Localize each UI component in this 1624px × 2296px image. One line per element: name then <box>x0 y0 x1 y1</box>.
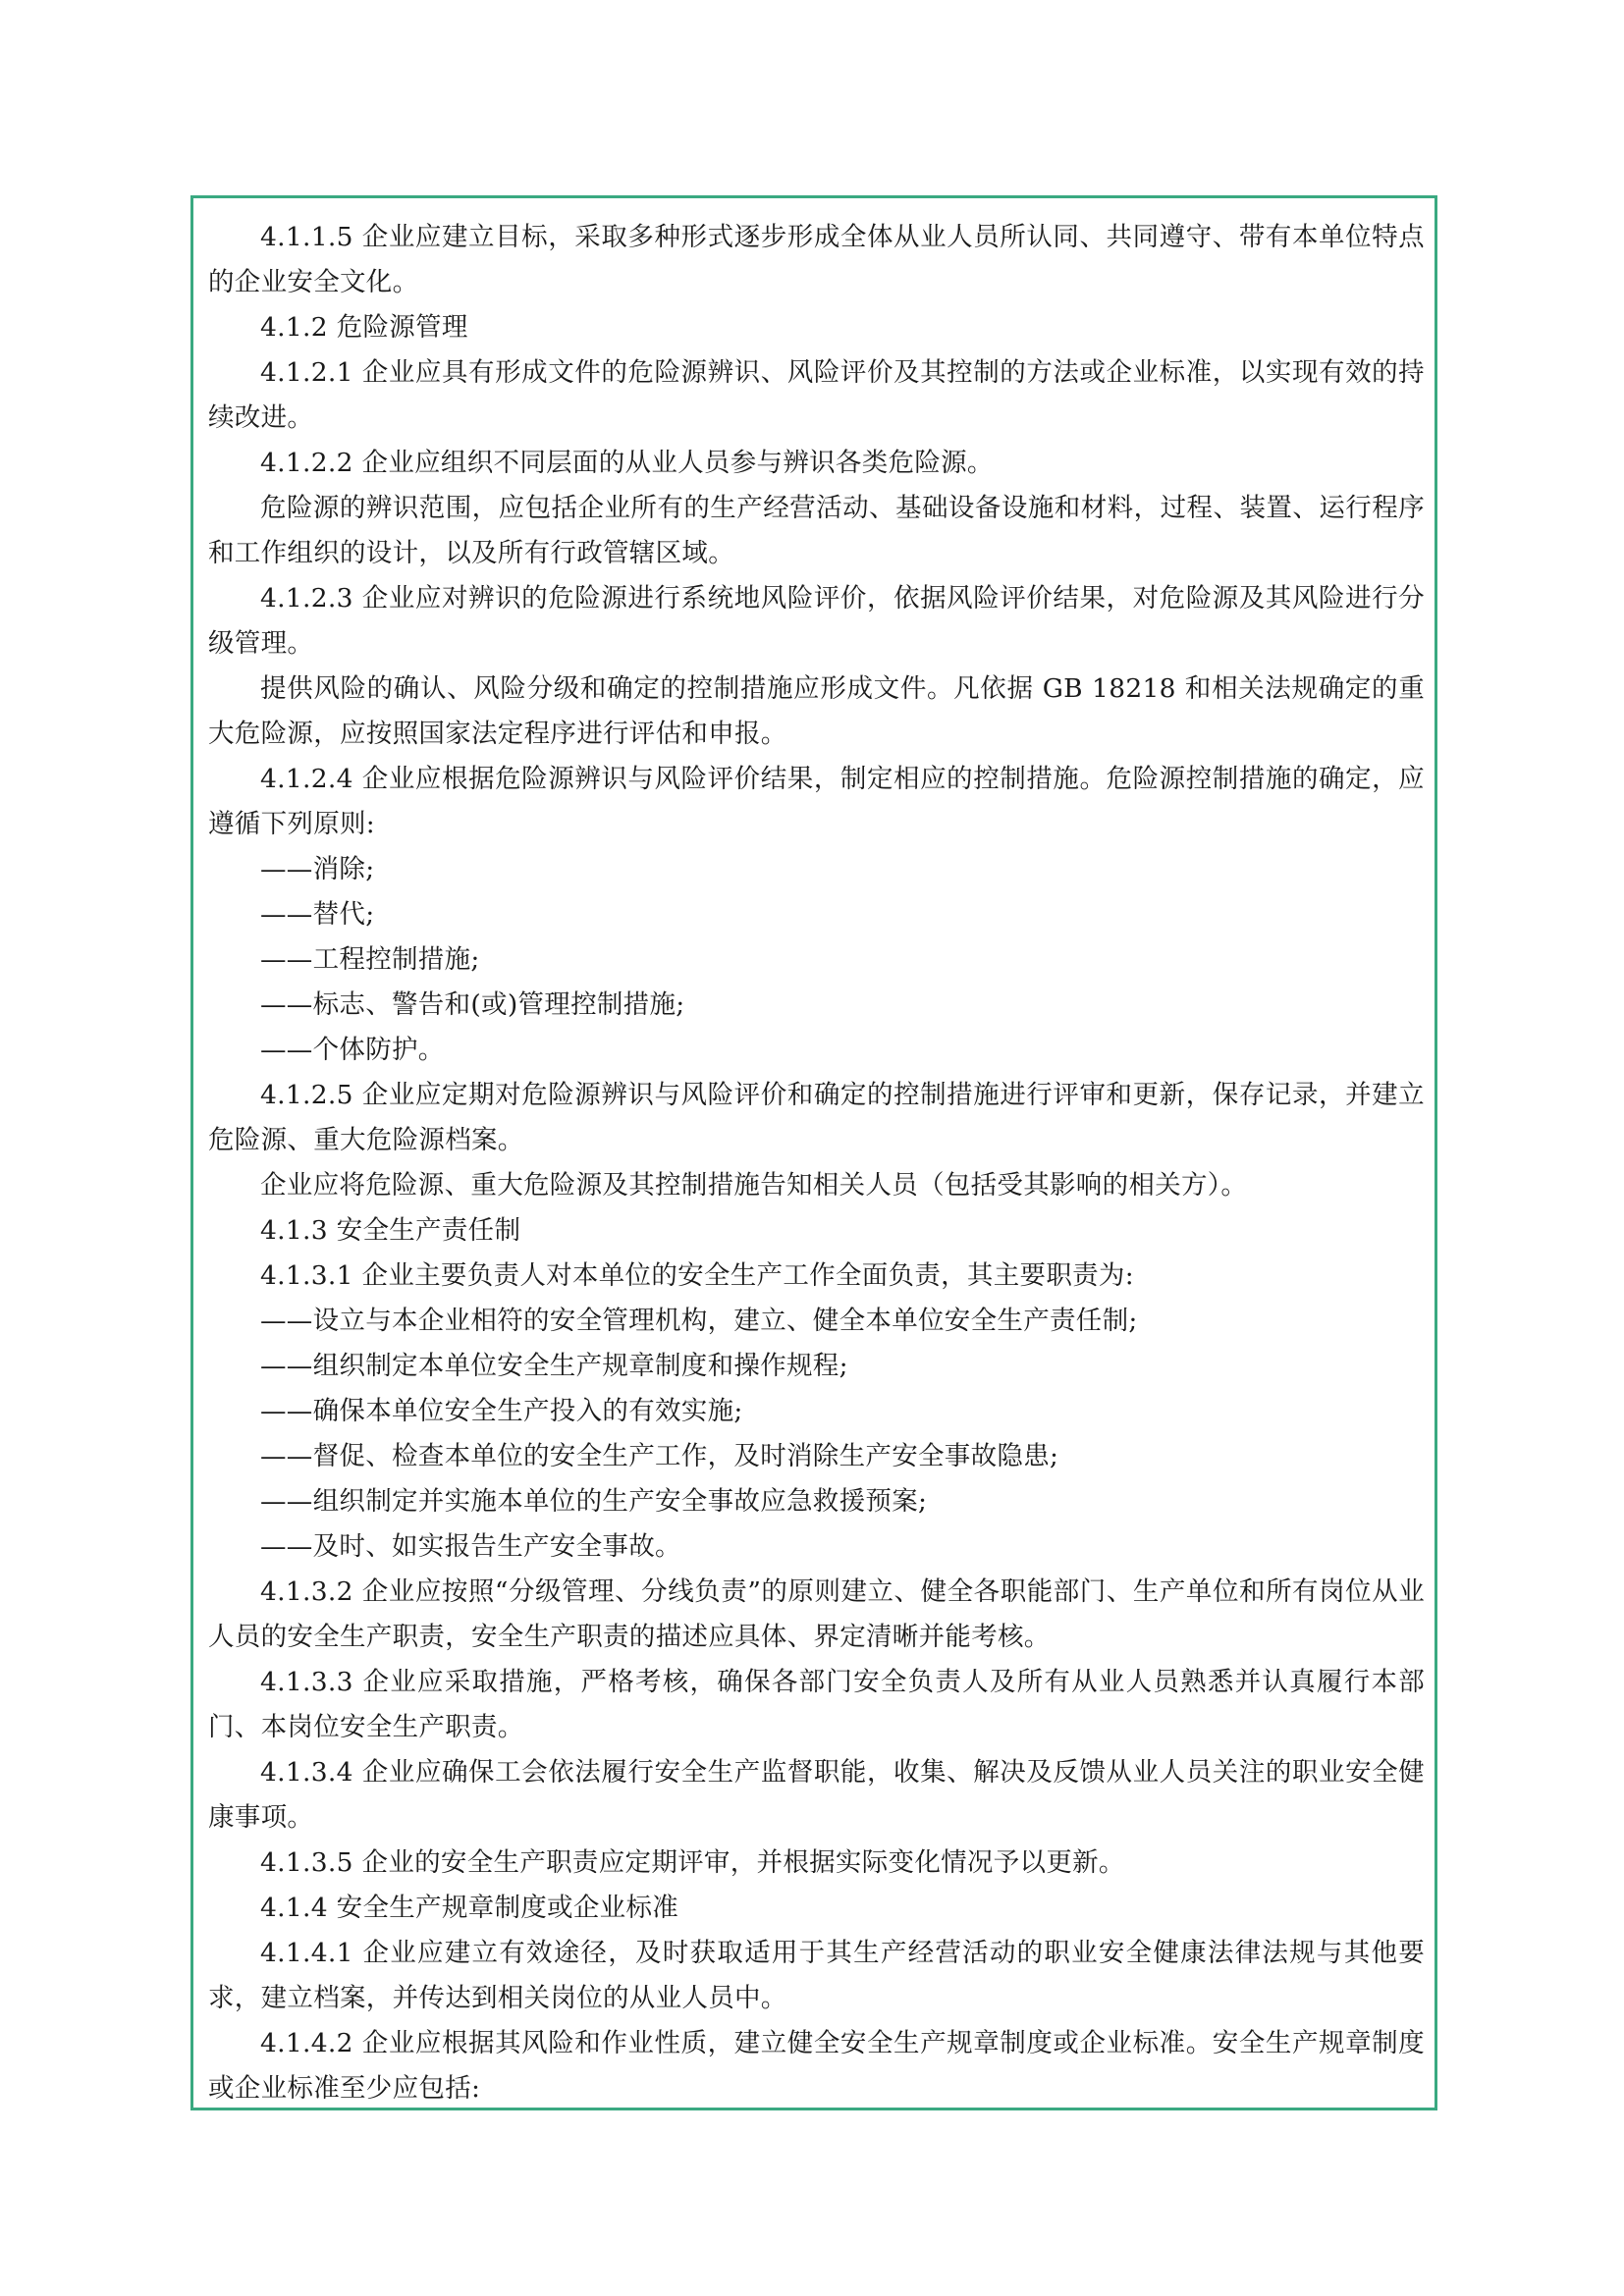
paragraph: 危险源的辨识范围，应包括企业所有的生产经营活动、基础设备设施和材料，过程、装置、运行程序和工作组织的设计，以及所有行政管辖区域。 <box>208 493 1425 568</box>
paragraph: 企业应将危险源、重大危险源及其控制措施告知相关人员（包括受其影响的相关方）。 <box>260 1170 1248 1201</box>
paragraph: 4.1.2.5 企业应定期对危险源辨识与风险评价和确定的控制措施进行评审和更新，保存记录，并建立危险源、重大危险源档案。 <box>208 1080 1425 1155</box>
document-frame <box>190 195 1437 2110</box>
paragraph: 4.1.4.1 企业应建立有效途径，及时获取适用于其生产经营活动的职业安全健康法律法规与其他要求，建立档案，并传达到相关岗位的从业人员中。 <box>208 1938 1425 2013</box>
list-item: ——工程控制措施; <box>260 944 480 975</box>
list-item: ——个体防护。 <box>260 1035 445 1065</box>
list-item: ——组织制定并实施本单位的生产安全事故应急救援预案; <box>260 1486 928 1517</box>
paragraph: 4.1.2.2 企业应组织不同层面的从业人员参与辨识各类危险源。 <box>260 448 994 478</box>
paragraph: 4.1.3.3 企业应采取措施，严格考核，确保各部门安全负责人及所有从业人员熟悉并认真履行本部门、本岗位安全生产职责。 <box>208 1667 1425 1742</box>
paragraph: 4.1.3.5 企业的安全生产职责应定期评审，并根据实际变化情况予以更新。 <box>260 1847 1125 1878</box>
section-heading: 4.1.2 危险源管理 <box>260 312 468 343</box>
list-item: ——及时、如实报告生产安全事故。 <box>260 1531 681 1562</box>
list-item: ——设立与本企业相符的安全管理机构，建立、健全本单位安全生产责任制; <box>260 1306 1138 1336</box>
list-item: ——督促、检查本单位的安全生产工作，及时消除生产安全事故隐患; <box>260 1441 1059 1471</box>
list-item: ——标志、警告和(或)管理控制措施; <box>260 989 685 1020</box>
paragraph: 提供风险的确认、风险分级和确定的控制措施应形成文件。凡依据 GB 18218 和相关法规确定的重大危险源，应按照国家法定程序进行评估和申报。 <box>208 673 1425 749</box>
section-heading: 4.1.4 安全生产规章制度或企业标准 <box>260 1893 679 1923</box>
list-item: ——替代; <box>260 899 375 930</box>
list-item: ——消除; <box>260 854 375 884</box>
paragraph: 4.1.2.4 企业应根据危险源辨识与风险评价结果，制定相应的控制措施。危险源控制措施的确定，应遵循下列原则: <box>208 764 1425 839</box>
paragraph: 4.1.2.3 企业应对辨识的危险源进行系统地风险评价，依据风险评价结果，对危险源及其风险进行分级管理。 <box>208 583 1425 659</box>
paragraph: 4.1.3.4 企业应确保工会依法履行安全生产监督职能，收集、解决及反馈从业人员关注的职业安全健康事项。 <box>208 1757 1425 1833</box>
paragraph: 4.1.3.2 企业应按照“分级管理、分线负责”的原则建立、健全各职能部门、生产单位和所有岗位从业人员的安全生产职责，安全生产职责的描述应具体、界定清晰并能考核。 <box>208 1576 1425 1652</box>
list-item: ——确保本单位安全生产投入的有效实施; <box>260 1396 743 1426</box>
section-heading: 4.1.3 安全生产责任制 <box>260 1215 521 1246</box>
paragraph: 4.1.3.1 企业主要负责人对本单位的安全生产工作全面负责，其主要职责为: <box>260 1260 1134 1291</box>
paragraph: 4.1.2.1 企业应具有形成文件的危险源辨识、风险评价及其控制的方法或企业标准，以实现有效的持续改进。 <box>208 357 1425 433</box>
list-item: ——组织制定本单位安全生产规章制度和操作规程; <box>260 1351 848 1381</box>
paragraph: 4.1.1.5 企业应建立目标，采取多种形式逐步形成全体从业人员所认同、共同遵守、带有本单位特点的企业安全文化。 <box>208 222 1425 297</box>
paragraph: 4.1.4.2 企业应根据其风险和作业性质，建立健全安全生产规章制度或企业标准。安全生产规章制度或企业标准至少应包括: <box>208 2028 1425 2104</box>
